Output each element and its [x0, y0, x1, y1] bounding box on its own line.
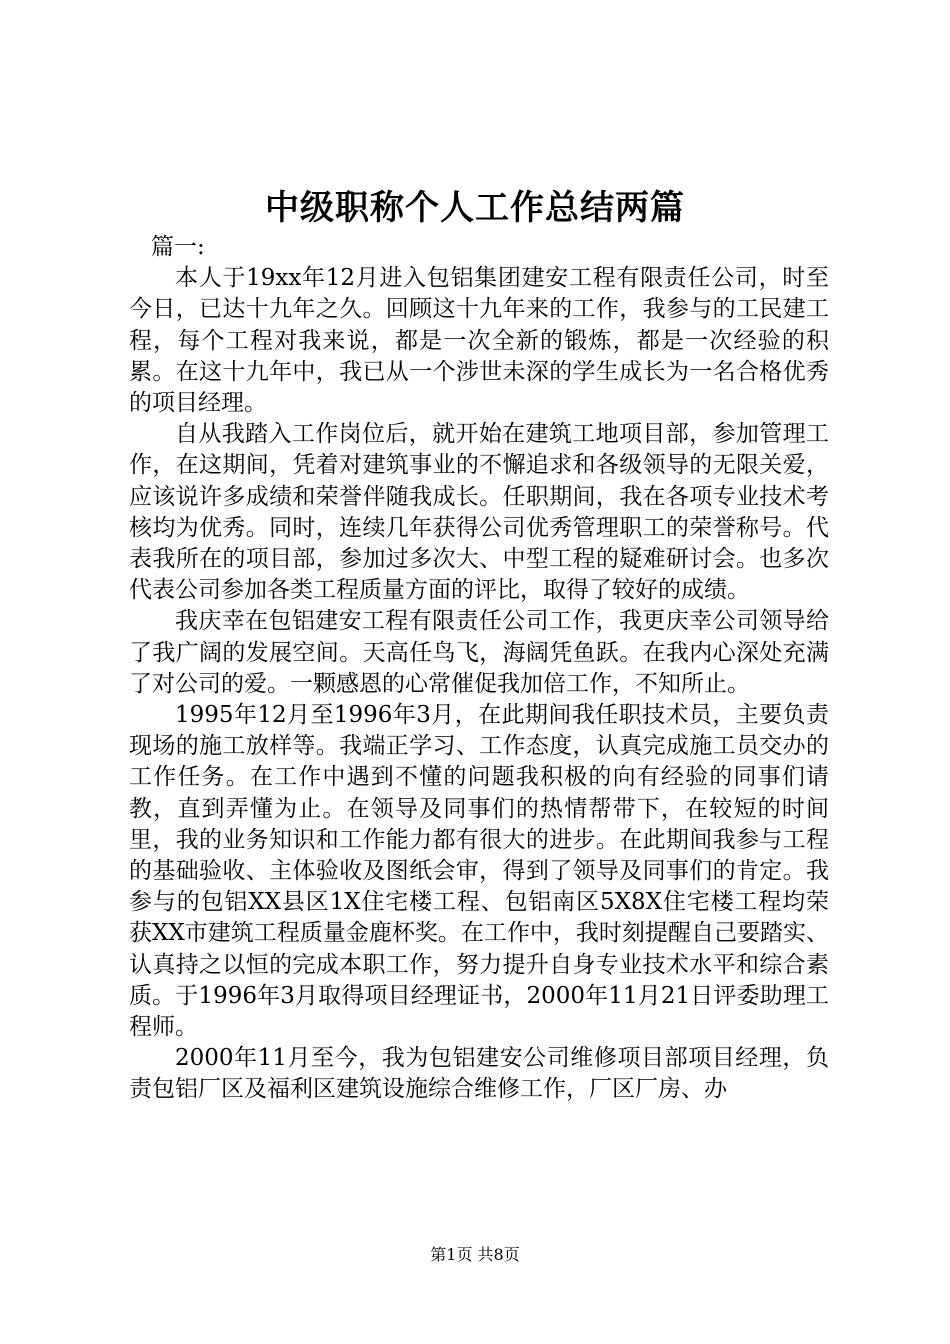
- paragraph-5: 2000年11月至今，我为包铝建安公司维修项目部项目经理，负责包铝厂区及福利区建筑设施综合维修工作，厂区厂房、办: [129, 1045, 829, 1103]
- paragraph-3: 我庆幸在包铝建安工程有限责任公司工作，我更庆幸公司领导给了我广阔的发展空间。天高任鸟飞，海阔凭鱼跃。在我内心深处充满了对公司的爱。一颗感恩的心常催促我加倍工作，不知所止。: [129, 608, 829, 697]
- paragraph-4: 1995年12月至1996年3月，在此期间我任职技术员，主要负责现场的施工放样等。我端正学习、工作态度，认真完成施工员交办的工作任务。在工作中遇到不懂的问题我积极的向有经验的同事们请教，直到弄懂为止。在领导及同事们的热情帮带下，在较短的时间里，我的业务知识和工作能力都有很大的进步。在此期间我参与工程的基础验收、主体验收及图纸会审，得到了领导及同事们的肯定。我参与的包铝XX县区1X住宅楼工程、包铝南区5X8X住宅楼工程均荣获XX市建筑工程质量金鹿杯奖。在工作中，我时刻提醒自己要踏实、认真持之以恒的完成本职工作，努力提升自身专业技术水平和综合素质。于1996年3月取得项目经理证书，2000年11月21日评委助理工程师。: [129, 702, 829, 1041]
- paragraph-2: 自从我踏入工作岗位后，就开始在建筑工地项目部，参加管理工作，在这期间，凭着对建筑事业的不懈追求和各级领导的无限关爱，应该说许多成绩和荣誉伴随我成长。任职期间，我在各项专业技术考核均为优秀。同时，连续几年获得公司优秀管理职工的荣誉称号。代表我所在的项目部，参加过多次大、中型工程的疑难研讨会。也多次代表公司参加各类工程质量方面的评比，取得了较好的成绩。: [129, 421, 829, 604]
- paragraph-1: 本人于19xx年12月进入包铝集团建安工程有限责任公司，时至今日，已达十九年之久。回顾这十九年来的工作，我参与的工民建工程，每个工程对我来说，都是一次全新的锻炼，都是一次经验的积累。在这十九年中，我已从一个涉世未深的学生成长为一名合格优秀的项目经理。: [129, 265, 829, 417]
- section-label: 篇一:: [151, 234, 205, 260]
- page-footer: 第1页 共8页: [430, 1245, 520, 1264]
- page-title: 中级职称个人工作总结两篇: [265, 188, 685, 228]
- document-body: [129, 232, 829, 1106]
